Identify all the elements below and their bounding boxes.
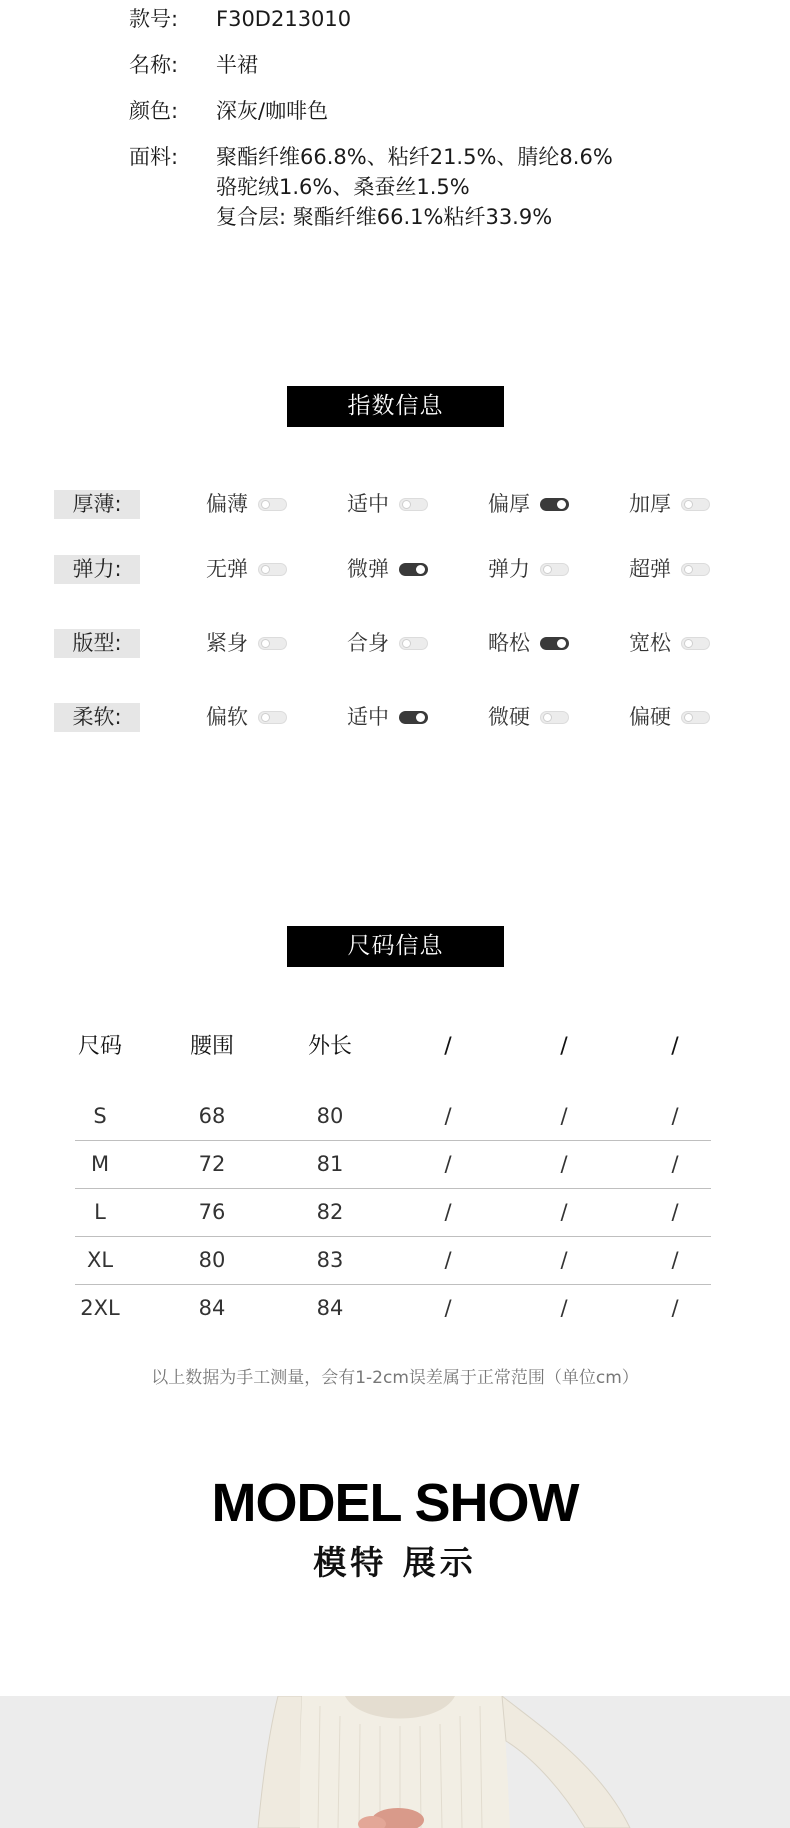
size-table-cell: / (671, 1296, 679, 1320)
index-option-label: 微弹 (347, 557, 389, 581)
toggle-knob (261, 639, 270, 648)
index-option-label: 宽松 (629, 631, 671, 655)
fabric-line: 复合层: 聚酯纤维66.1%粘纤33.9% (216, 205, 553, 229)
fabric-line: 聚酯纤维66.8%、粘纤21.5%、腈纶8.6% (216, 145, 613, 169)
size-table-cell: / (560, 1200, 568, 1224)
toggle-knob (684, 500, 693, 509)
index-row-label: 厚薄: (54, 490, 140, 519)
toggle-off-icon (540, 711, 569, 724)
index-option-label: 弹力 (488, 557, 530, 581)
size-table-cell: / (444, 1200, 452, 1224)
size-table-header: 腰围 (189, 1034, 234, 1059)
index-option-label: 偏薄 (206, 492, 248, 516)
size-table-cell: 72 (198, 1152, 226, 1176)
info-label: 面料: (129, 145, 179, 169)
size-table-cell: / (671, 1200, 679, 1224)
toggle-off-icon (540, 563, 569, 576)
size-table-cell: / (671, 1104, 679, 1128)
size-table-cell: XL (86, 1248, 114, 1272)
size-table-cell: / (671, 1152, 679, 1176)
size-table-cell: 76 (198, 1200, 226, 1224)
size-table-cell: / (444, 1152, 452, 1176)
size-table-cell: 82 (316, 1200, 344, 1224)
size-table-row-divider (75, 1188, 711, 1189)
index-option-label: 微硬 (488, 705, 530, 729)
toggle-knob (543, 565, 552, 574)
size-table-row-divider (75, 1284, 711, 1285)
toggle-off-icon (258, 498, 287, 511)
size-table-header: 尺码 (77, 1034, 122, 1059)
toggle-off-icon (399, 637, 428, 650)
size-table-row-divider (75, 1140, 711, 1141)
index-row-label: 版型: (54, 629, 140, 658)
info-value: 半裙 (216, 53, 258, 77)
toggle-on-icon (399, 711, 428, 724)
toggle-off-icon (258, 637, 287, 650)
toggle-knob (261, 713, 270, 722)
index-row-label: 柔软: (54, 703, 140, 732)
toggle-knob (684, 713, 693, 722)
size-table-cell: / (560, 1296, 568, 1320)
fabric-line: 骆驼绒1.6%、桑蚕丝1.5% (216, 175, 470, 199)
size-table-cell: / (444, 1104, 452, 1128)
index-option-label: 偏软 (206, 705, 248, 729)
toggle-knob (543, 713, 552, 722)
size-table-cell: S (93, 1104, 107, 1128)
size-table-cell: / (560, 1104, 568, 1128)
size-table-header: / (560, 1034, 568, 1059)
size-table-row-divider (75, 1236, 711, 1237)
size-table-cell: / (560, 1248, 568, 1272)
toggle-knob (684, 565, 693, 574)
info-value: F30D213010 (216, 7, 352, 31)
toggle-knob (402, 639, 411, 648)
toggle-on-icon (399, 563, 428, 576)
size-table-cell: 84 (316, 1296, 344, 1320)
size-table-header: / (444, 1034, 452, 1059)
size-section-title: 尺码信息 (287, 926, 504, 967)
info-label: 款号: (129, 7, 179, 31)
toggle-knob (261, 565, 270, 574)
index-option-label: 适中 (347, 492, 389, 516)
index-option-label: 偏硬 (629, 705, 671, 729)
size-table-cell: M (90, 1152, 110, 1176)
index-option-label: 超弹 (629, 557, 671, 581)
toggle-off-icon (258, 563, 287, 576)
size-table-cell: 83 (316, 1248, 344, 1272)
model-show-title: MODEL SHOW (211, 1473, 579, 1533)
index-section-title: 指数信息 (287, 386, 504, 427)
size-table-cell: 81 (316, 1152, 344, 1176)
info-value: 深灰/咖啡色 (216, 99, 329, 123)
toggle-off-icon (681, 563, 710, 576)
toggle-on-icon (540, 637, 569, 650)
toggle-knob (416, 565, 425, 574)
index-option-label: 加厚 (629, 492, 671, 516)
index-option-label: 无弹 (206, 557, 248, 581)
model-photo-illustration (0, 1696, 790, 1828)
toggle-knob (557, 500, 566, 509)
toggle-off-icon (681, 637, 710, 650)
size-table-header: / (671, 1034, 679, 1059)
size-table-cell: 68 (198, 1104, 226, 1128)
info-label: 颜色: (129, 99, 179, 123)
size-table-header: 外长 (307, 1034, 352, 1059)
size-table-cell: 80 (316, 1104, 344, 1128)
index-option-label: 合身 (347, 631, 389, 655)
size-table-cell: / (444, 1296, 452, 1320)
size-table-cell: / (444, 1248, 452, 1272)
toggle-on-icon (540, 498, 569, 511)
toggle-off-icon (258, 711, 287, 724)
model-show-subtitle: 模特 展示 (313, 1543, 477, 1582)
model-photo (0, 1696, 790, 1828)
toggle-knob (557, 639, 566, 648)
size-table-cell: / (560, 1152, 568, 1176)
index-option-label: 适中 (347, 705, 389, 729)
toggle-off-icon (681, 498, 710, 511)
size-table-cell: 2XL (80, 1296, 120, 1320)
size-table-cell: / (671, 1248, 679, 1272)
toggle-off-icon (399, 498, 428, 511)
size-table-cell: L (94, 1200, 106, 1224)
toggle-knob (402, 500, 411, 509)
info-label: 名称: (129, 53, 179, 77)
measurement-note: 以上数据为手工测量，会有1-2cm误差属于正常范围（单位cm） (151, 1368, 639, 1388)
index-option-label: 略松 (488, 631, 530, 655)
toggle-knob (684, 639, 693, 648)
size-table-cell: 80 (198, 1248, 226, 1272)
index-row-label: 弹力: (54, 555, 140, 584)
index-option-label: 偏厚 (488, 492, 530, 516)
toggle-knob (416, 713, 425, 722)
index-option-label: 紧身 (206, 631, 248, 655)
size-table-cell: 84 (198, 1296, 226, 1320)
toggle-knob (261, 500, 270, 509)
toggle-off-icon (681, 711, 710, 724)
